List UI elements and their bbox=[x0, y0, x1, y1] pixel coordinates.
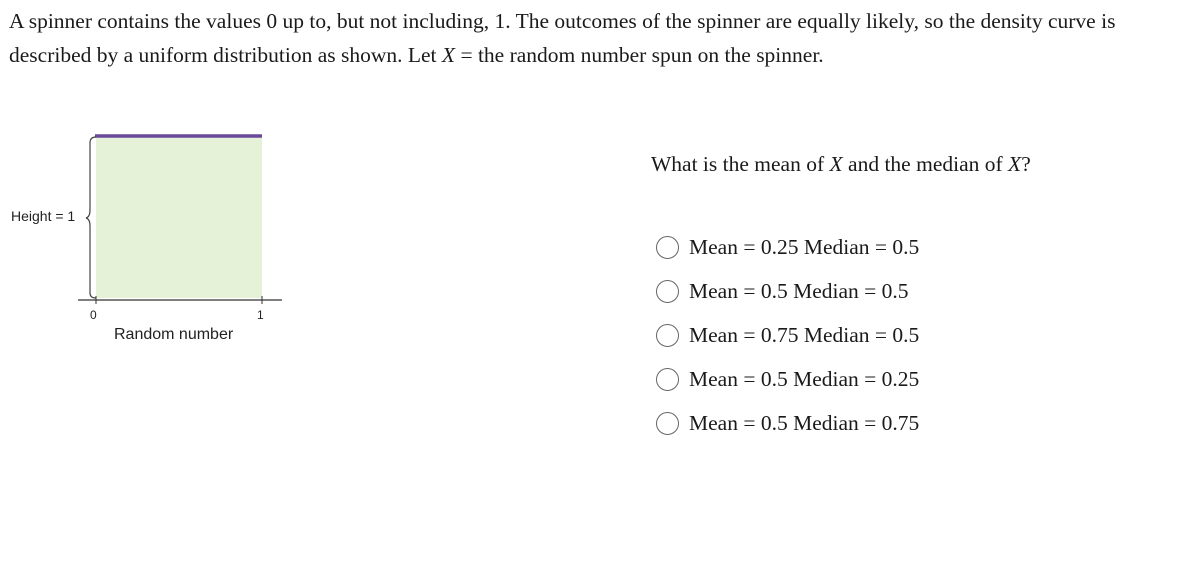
height-brace bbox=[86, 137, 96, 298]
answer-choice-label: Mean = 0.75 Median = 0.5 bbox=[689, 322, 920, 347]
height-label: Height = 1 bbox=[11, 208, 76, 224]
problem-statement bbox=[9, 4, 1194, 72]
density-plot bbox=[0, 120, 300, 360]
answer-choice-2[interactable] bbox=[656, 269, 919, 313]
answer-choice-label: Mean = 0.5 Median = 0.25 bbox=[689, 366, 920, 391]
question-variable-2: X bbox=[1008, 152, 1022, 176]
answer-choice-5[interactable] bbox=[656, 401, 919, 445]
radio-button-icon[interactable] bbox=[656, 412, 679, 435]
question-part-1: What is the mean of bbox=[651, 152, 830, 176]
radio-button-icon[interactable] bbox=[656, 368, 679, 391]
prompt-variable: X bbox=[441, 43, 456, 67]
radio-button-icon[interactable] bbox=[656, 324, 679, 347]
answer-choices bbox=[656, 225, 919, 445]
answer-choice-label: Mean = 0.5 Median = 0.5 bbox=[689, 278, 909, 303]
answer-choice-4[interactable] bbox=[656, 357, 919, 401]
question-part-2: and the median of bbox=[842, 152, 1009, 176]
x-tick-label-0: 0 bbox=[90, 308, 97, 322]
question-variable-1: X bbox=[829, 152, 843, 176]
answer-choice-label: Mean = 0.5 Median = 0.75 bbox=[689, 410, 920, 435]
question-part-3: ? bbox=[1021, 152, 1031, 176]
prompt-text-2: = the random number spun on the spinner. bbox=[455, 43, 824, 67]
prompt-text-1: A spinner contains the values 0 up to, but not including, 1. The outcomes of the spinner are equally likely, so the density curve is described by a uniform distribution as shown. Let bbox=[9, 9, 1116, 67]
radio-button-icon[interactable] bbox=[656, 236, 679, 259]
uniform-density-figure bbox=[0, 120, 300, 360]
question-text bbox=[651, 149, 1031, 179]
radio-button-icon[interactable] bbox=[656, 280, 679, 303]
answer-choice-3[interactable] bbox=[656, 313, 919, 357]
answer-choice-1[interactable] bbox=[656, 225, 919, 269]
x-tick-label-1: 1 bbox=[257, 308, 264, 322]
x-axis-label: Random number bbox=[114, 326, 234, 343]
density-area bbox=[96, 137, 262, 298]
answer-choice-label: Mean = 0.25 Median = 0.5 bbox=[689, 234, 920, 259]
